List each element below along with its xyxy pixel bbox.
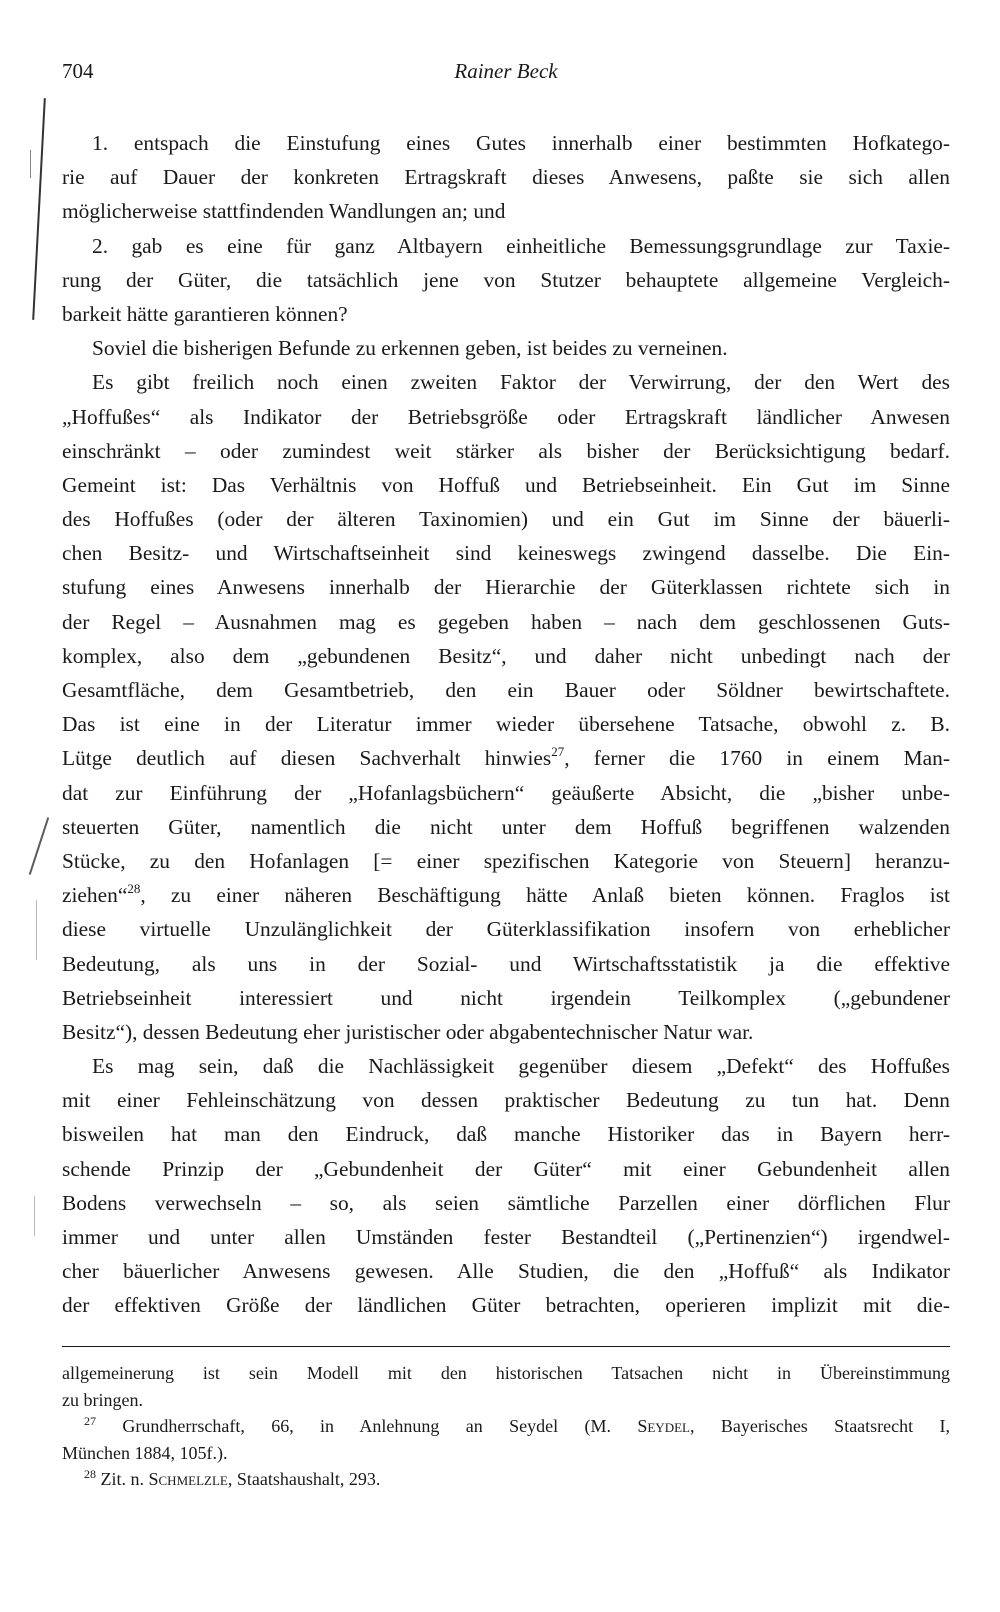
- margin-mark-tick: [30, 150, 31, 178]
- footnote-marker-27: 27: [84, 1414, 96, 1428]
- text-segment: Lütge deutlich auf diesen Sachverhalt hinwies: [62, 746, 552, 771]
- footnote-28: [62, 1466, 950, 1493]
- text-line: cher bäuerlicher Anwesens gewesen. Alle Studien, die den „Hoffuß“ als Indikator: [62, 1259, 950, 1284]
- text-line: stufung eines Anwesens innerhalb der Hierarchie der Güterklassen richtete sich in: [62, 575, 950, 600]
- footnote-27-line-2: München 1884, 105f.).: [62, 1442, 228, 1463]
- running-title: Rainer Beck: [454, 59, 558, 83]
- footnote-text: , Bayerisches Staatsrecht I,: [689, 1416, 951, 1436]
- text-line: Es mag sein, daß die Nachlässigkeit gegenüber diesem „Defekt“ des Hoffußes: [92, 1054, 950, 1079]
- text-line: dat zur Einführung der „Hofanlagsbüchern“ geäußerte Absicht, die „bisher unbe-: [62, 780, 950, 805]
- text-line: Gesamtfläche, dem Gesamtbetrieb, den ein Bauer oder Söldner bewirtschaftete.: [62, 678, 950, 702]
- text-line: komplex, also dem „gebundenen Besitz“, und daher nicht unbedingt nach der: [62, 643, 950, 668]
- text-line: immer und unter allen Umständen fester Bestandteil („Pertinenzien“) irgendwel-: [62, 1225, 950, 1249]
- footnote-ref-27[interactable]: 27: [551, 744, 565, 760]
- text-line: Soviel die bisherigen Befunde zu erkennen geben, ist beides zu verneinen.: [92, 336, 728, 361]
- text-line: 2. gab es eine für ganz Altbayern einheitliche Bemessungsgrundlage zur Taxie-: [92, 233, 950, 258]
- text-line: [62, 878, 950, 912]
- text-line: [62, 741, 950, 775]
- margin-mark-middle: [29, 817, 49, 875]
- margin-mark-lower: [34, 1196, 35, 1236]
- text-line: Bedeutung, als uns in der Sozial- und Wirtschaftsstatistik ja die effektive: [62, 951, 950, 976]
- text-line: des Hoffußes (oder der älteren Taxinomien) und ein Gut im Sinne der bäuerli-: [62, 507, 950, 532]
- text-line: Betriebseinheit interessiert und nicht irgendein Teilkomplex („gebundener: [62, 985, 950, 1010]
- footnote-divider: [62, 1346, 950, 1347]
- text-segment: ziehen“: [62, 883, 128, 908]
- footnotes: [62, 1360, 950, 1493]
- text-line: „Hoffußes“ als Indikator der Betriebsgröße oder Ertragskraft ländlicher Anwesen: [62, 404, 950, 429]
- footnote-27: [62, 1413, 950, 1440]
- text-segment: , zu einer näheren Beschäftigung hätte Anlaß bieten können. Fraglos ist: [140, 883, 950, 908]
- margin-mark-dots: [36, 900, 37, 960]
- footnote-text: , Staatshaushalt, 293.: [227, 1469, 381, 1489]
- text-line: möglicherweise stattfindenden Wandlungen an; und: [62, 199, 506, 224]
- footnote-text: Zit. n.: [100, 1469, 144, 1489]
- text-line: barkeit hätte garantieren können?: [62, 301, 348, 326]
- footnote-ref-28[interactable]: 28: [127, 881, 141, 897]
- running-head: [62, 56, 950, 86]
- text-line: der effektiven Größe der ländlichen Güter betrachten, operieren implizit mit die-: [62, 1293, 950, 1318]
- text-line: mit einer Fehleinschätzung von dessen praktischer Bedeutung zu tun hat. Denn: [62, 1088, 950, 1113]
- footnote-continuation-line: zu bringen.: [62, 1389, 143, 1410]
- text-line: Gemeint ist: Das Verhältnis von Hoffuß und Betriebseinheit. Ein Gut im Sinne: [62, 472, 950, 497]
- margin-mark-top: [32, 98, 46, 320]
- page-number: 704: [62, 59, 94, 83]
- body-text: [62, 126, 950, 1323]
- text-line: der Regel – Ausnahmen mag es gegeben haben – nach dem geschlossenen Guts-: [62, 609, 950, 634]
- text-line: steuerten Güter, namentlich die nicht unter dem Hoffuß begriffenen walzenden: [62, 814, 950, 839]
- footnote-author: Seydel: [637, 1416, 690, 1436]
- footnote-continuation-line: allgemeinerung ist sein Modell mit den historischen Tatsachen nicht in Übereinstimmung: [62, 1363, 950, 1383]
- footnote-marker-28: 28: [84, 1467, 96, 1481]
- text-line: Bodens verwechseln – so, als seien sämtliche Parzellen einer dörflichen Flur: [62, 1190, 950, 1215]
- text-line: rung der Güter, die tatsächlich jene von Stutzer behauptete allgemeine Vergleich-: [62, 267, 950, 292]
- text-line: schende Prinzip der „Gebundenheit der Güter“ mit einer Gebundenheit allen: [62, 1156, 950, 1181]
- footnote-text: Grundherrschaft, 66, in Anlehnung an Seydel (M.: [122, 1416, 611, 1436]
- text-line: chen Besitz- und Wirtschaftseinheit sind keineswegs zwingend dasselbe. Die Ein-: [62, 541, 950, 566]
- text-line: Das ist eine in der Literatur immer wieder übersehene Tatsache, obwohl z. B.: [62, 712, 950, 737]
- text-line: Es gibt freilich noch einen zweiten Faktor der Verwirrung, der den Wert des: [92, 370, 950, 395]
- text-line: bisweilen hat man den Eindruck, daß manche Historiker das in Bayern herr-: [62, 1122, 950, 1147]
- text-line: 1. entspach die Einstufung eines Gutes innerhalb einer bestimmten Hofkatego-: [92, 131, 950, 155]
- text-line: rie auf Dauer der konkreten Ertragskraft dieses Anwesens, paßte sie sich allen: [62, 165, 950, 190]
- footnote-author: Schmelzle: [148, 1469, 228, 1489]
- text-segment: , ferner die 1760 in einem Man-: [564, 746, 950, 771]
- text-line: Stücke, zu den Hofanlagen [= einer spezifischen Kategorie von Steuern] heranzu-: [62, 848, 950, 873]
- text-line: Besitz“), dessen Bedeutung eher juristischer oder abgabentechnischer Natur war.: [62, 1019, 754, 1044]
- text-line: einschränkt – oder zumindest weit stärker als bisher der Berücksichtigung bedarf.: [62, 438, 950, 463]
- text-line: diese virtuelle Unzulänglichkeit der Güterklassifikation insofern von erheblicher: [62, 917, 950, 942]
